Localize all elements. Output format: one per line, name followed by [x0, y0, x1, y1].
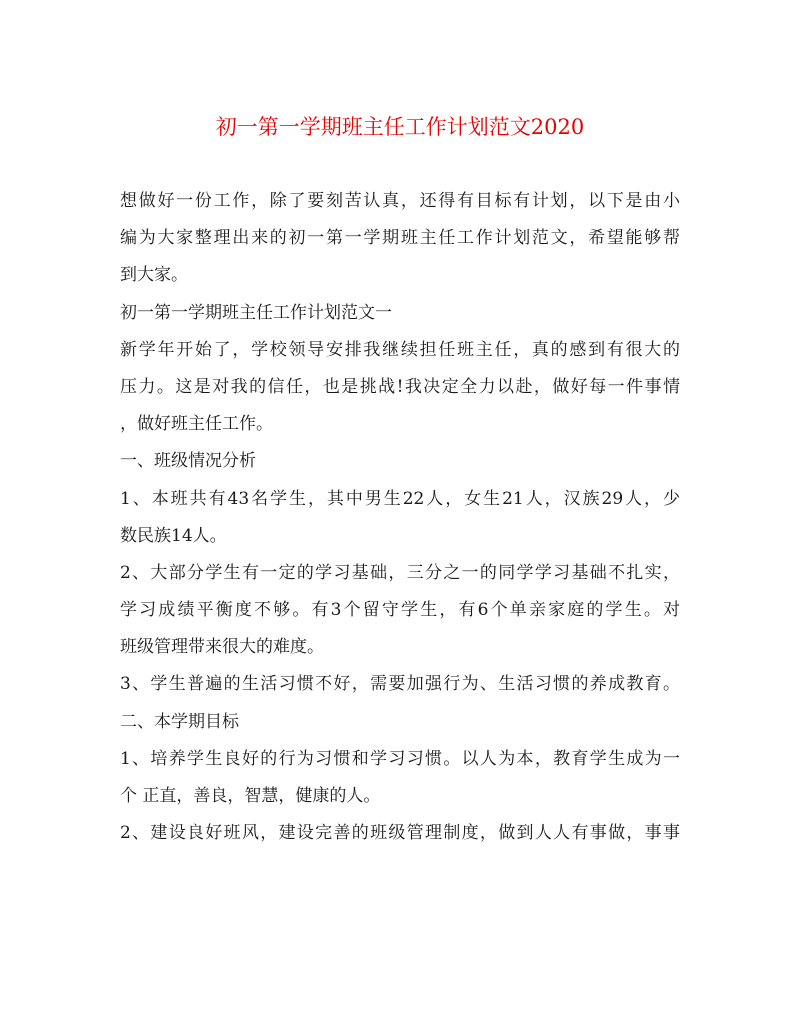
body-line: 一、班级情况分析 — [120, 451, 256, 472]
body-line: 2、建设良好班风，建设完善的班级管理制度，做到人人有事做，事事 — [120, 823, 680, 844]
body-line: 个 正直，善良，智慧，健康的人。 — [120, 786, 381, 806]
body-line: 1、培养学生良好的行为习惯和学习习惯。以人为本，教育学生成为一 — [120, 748, 680, 769]
body-line: 班级管理带来很大的难度。 — [120, 637, 324, 658]
body-line: 到大家。 — [120, 265, 188, 286]
body-line: 3、学生普遍的生活习惯不好，需要加强行为、生活习惯的养成教育。 — [120, 674, 680, 695]
body-line: 初一第一学期班主任工作计划范文一 — [120, 302, 392, 323]
body-line: 1、本班共有43名学生，其中男生22人，女生21人，汉族29人，少 — [120, 488, 680, 509]
body-line: 想做好一份工作，除了要刻苦认真，还得有目标有计划，以下是由小 — [120, 191, 680, 211]
body-line: 压力。这是对我的信任，也是挑战!我决定全力以赴，做好每一件事情 — [120, 376, 680, 397]
body-line: 编为大家整理出来的初一第一学期班主任工作计划范文，希望能够帮 — [120, 228, 680, 249]
body-line: ，做好班主任工作。 — [120, 414, 273, 435]
document-body — [120, 183, 680, 852]
body-line: 学习成绩平衡度不够。有3个留守学生，有6个单亲家庭的学生。对 — [120, 600, 680, 621]
body-line: 二、本学期目标 — [120, 711, 239, 732]
body-line: 2、大部分学生有一定的学习基础，三分之一的同学学习基础不扎实， — [120, 562, 680, 583]
document-title: 初一第一学期班主任工作计划范文2020 — [215, 115, 585, 139]
body-line: 数民族14人。 — [120, 525, 227, 546]
body-line: 新学年开始了，学校领导安排我继续担任班主任，真的感到有很大的 — [120, 339, 680, 360]
